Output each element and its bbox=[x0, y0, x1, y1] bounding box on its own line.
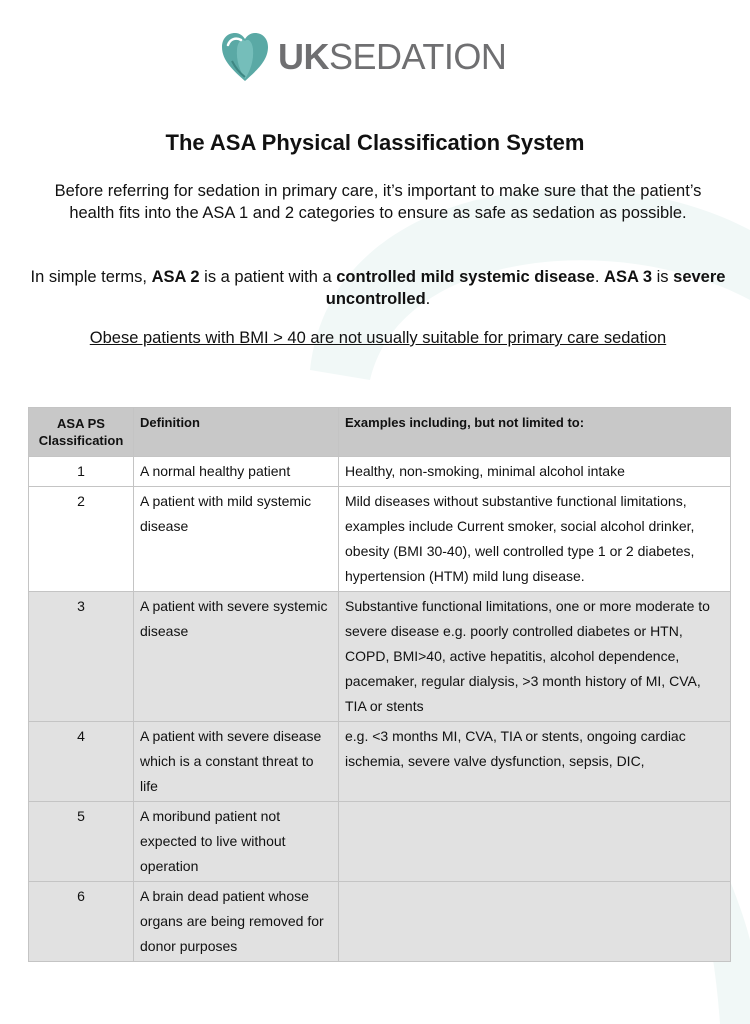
row-examples bbox=[339, 882, 731, 962]
row-examples bbox=[339, 802, 731, 882]
asa-classification-table bbox=[28, 407, 731, 962]
page-title: The ASA Physical Classification System bbox=[165, 130, 585, 155]
row-definition: A brain dead patient whose organs are being removed for donor purposes bbox=[134, 882, 339, 962]
row-examples: Substantive functional limitations, one or more moderate to severe disease e.g. poorly controlled diabetes or HTN, COPD, BMI>40, active hepatitis, alcohol dependence, pacemaker, regular dialysis, >3 month history of MI, CVA, TIA or stents bbox=[339, 592, 731, 722]
table-row bbox=[29, 487, 731, 592]
row-examples: Healthy, non-smoking, minimal alcohol intake bbox=[339, 457, 731, 487]
table-row bbox=[29, 592, 731, 722]
row-class: 4 bbox=[29, 722, 134, 802]
row-definition: A patient with severe disease which is a constant threat to life bbox=[134, 722, 339, 802]
row-examples: Mild diseases without substantive functional limitations, examples include Current smoker, social alcohol drinker, obesity (BMI 30-40), well controlled type 1 or 2 diabetes, hypertension (HTM) mild lung disease. bbox=[339, 487, 731, 592]
uksedation-logo bbox=[220, 31, 506, 83]
row-definition: A normal healthy patient bbox=[134, 457, 339, 487]
row-definition: A moribund patient not expected to live without operation bbox=[134, 802, 339, 882]
heart-tooth-logo-icon bbox=[220, 31, 270, 83]
row-class: 1 bbox=[29, 457, 134, 487]
obese-patients-note: Obese patients with BMI > 40 are not usually suitable for primary care sedation bbox=[89, 329, 667, 347]
row-class: 2 bbox=[29, 487, 134, 592]
table-row bbox=[29, 457, 731, 487]
row-definition: A patient with mild systemic disease bbox=[134, 487, 339, 592]
row-examples: e.g. <3 months MI, CVA, TIA or stents, ongoing cardiac ischemia, severe valve dysfunction, sepsis, DIC, bbox=[339, 722, 731, 802]
table-header-row bbox=[29, 408, 731, 457]
table-row bbox=[29, 802, 731, 882]
row-class: 5 bbox=[29, 802, 134, 882]
simple-terms-paragraph: In simple terms, ASA 2 is a patient with a controlled mild systemic disease. ASA 3 is severe uncontrolled. bbox=[30, 268, 726, 308]
intro-paragraph: Before referring for sedation in primary care, it’s important to make sure that the patient’s health fits into the ASA 1 and 2 categories to ensure as safe as sedation as possible. bbox=[54, 182, 702, 222]
header-examples: Examples including, but not limited to: bbox=[339, 408, 731, 457]
row-definition: A patient with severe systemic disease bbox=[134, 592, 339, 722]
header-classification: ASA PS Classification bbox=[29, 408, 134, 457]
table-row bbox=[29, 882, 731, 962]
logo-text: UKSEDATION bbox=[278, 36, 507, 77]
table-row bbox=[29, 722, 731, 802]
row-class: 3 bbox=[29, 592, 134, 722]
header-definition: Definition bbox=[134, 408, 339, 457]
row-class: 6 bbox=[29, 882, 134, 962]
